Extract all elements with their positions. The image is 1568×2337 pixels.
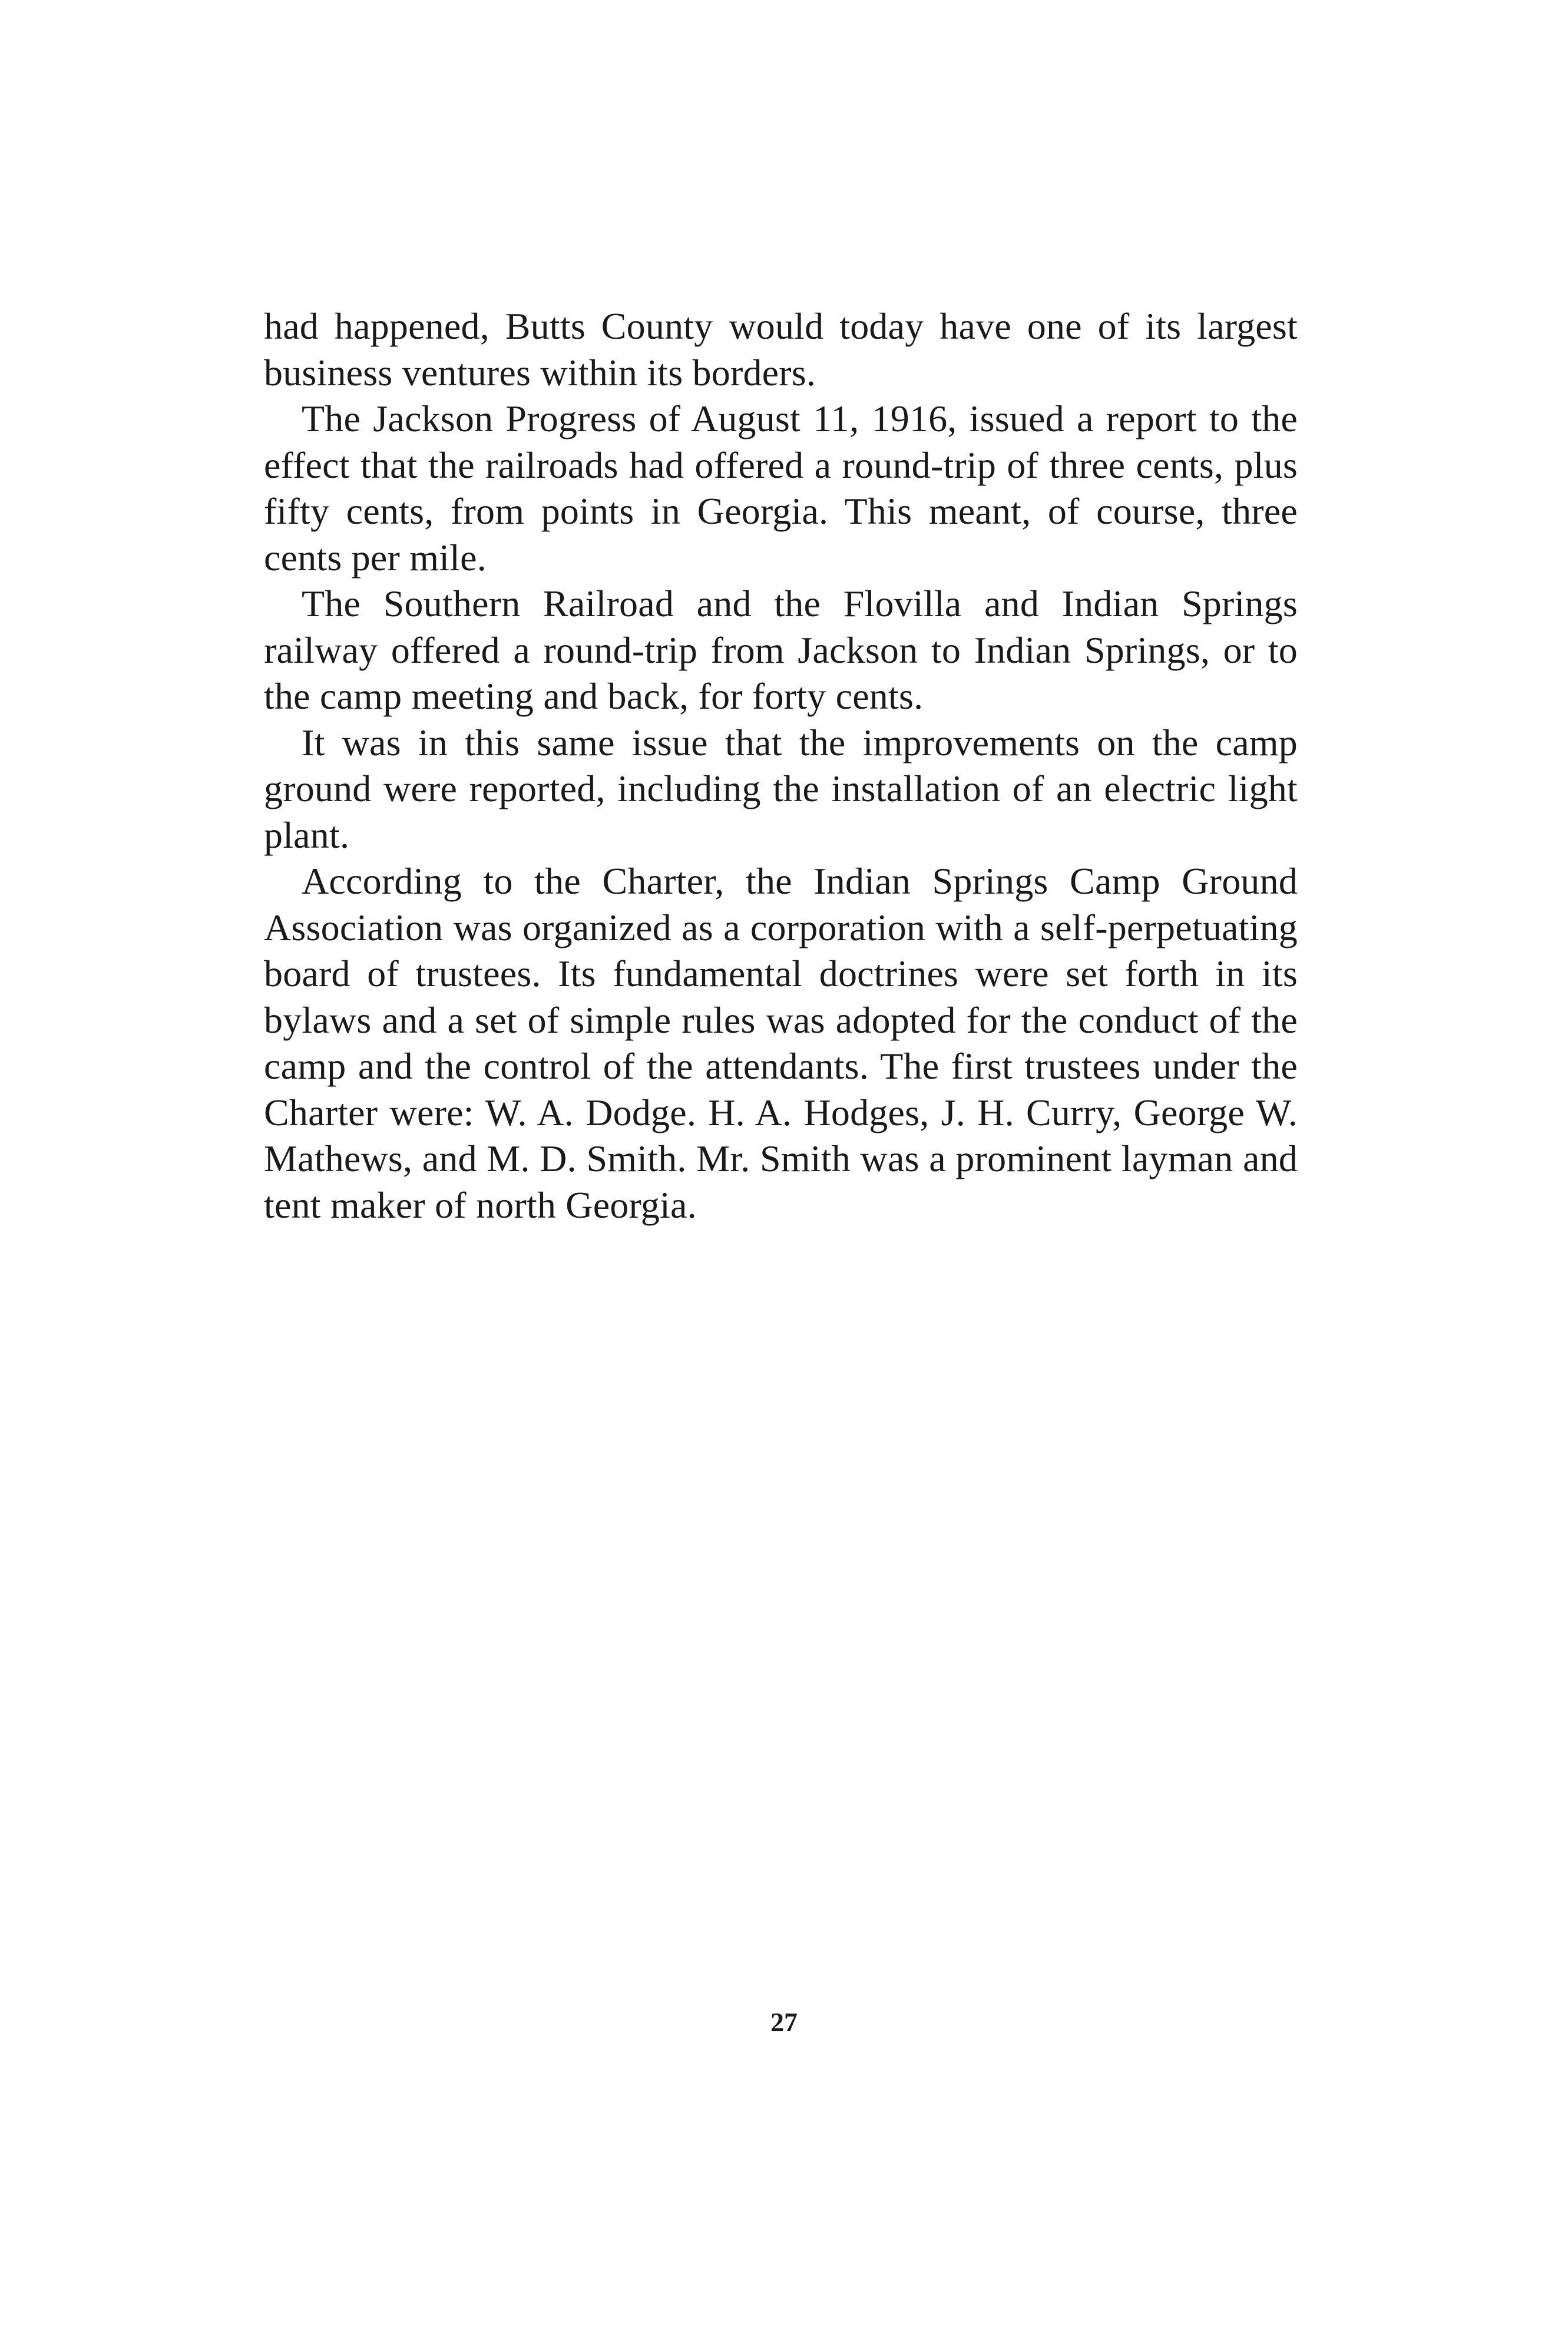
paragraph-continued: had happened, Butts County would today have one of its largest business ventures within its borders. [264, 305, 1298, 394]
paragraph-southern-railroad: The Southern Railroad and the Flovilla and Indian Springs railway offered a round-trip from Jackson to Indian Springs, or to the camp meeting and back, for forty cents. [264, 583, 1298, 717]
paragraph-improvements: It was in this same issue that the improvements on the camp ground were reported, including the installation of an electric light plant. [264, 721, 1298, 856]
page-number: 27 [770, 2007, 798, 2037]
body-text [264, 303, 1298, 1228]
paragraph-jackson-progress: The Jackson Progress of August 11, 1916, issued a report to the effect that the railroads had offered a round-trip of three cents, plus fifty cents, from points in Georgia. This meant, of course, three cents per mile. [264, 398, 1298, 579]
paragraph-charter: According to the Charter, the Indian Springs Camp Ground Association was organized as a corporation with a self-perpetuating board of trustees. Its fundamental doctrines were set forth in its bylaws and a set of simple rules was adopted for the conduct of the camp and the control of the attendants. The first trustees under the Charter were: W. A. Dodge. H. A. Hodges, J. H. Curry, George W. Mathews, and M. D. Smith. Mr. Smith was a prominent layman and tent maker of north Georgia. [264, 860, 1298, 1226]
